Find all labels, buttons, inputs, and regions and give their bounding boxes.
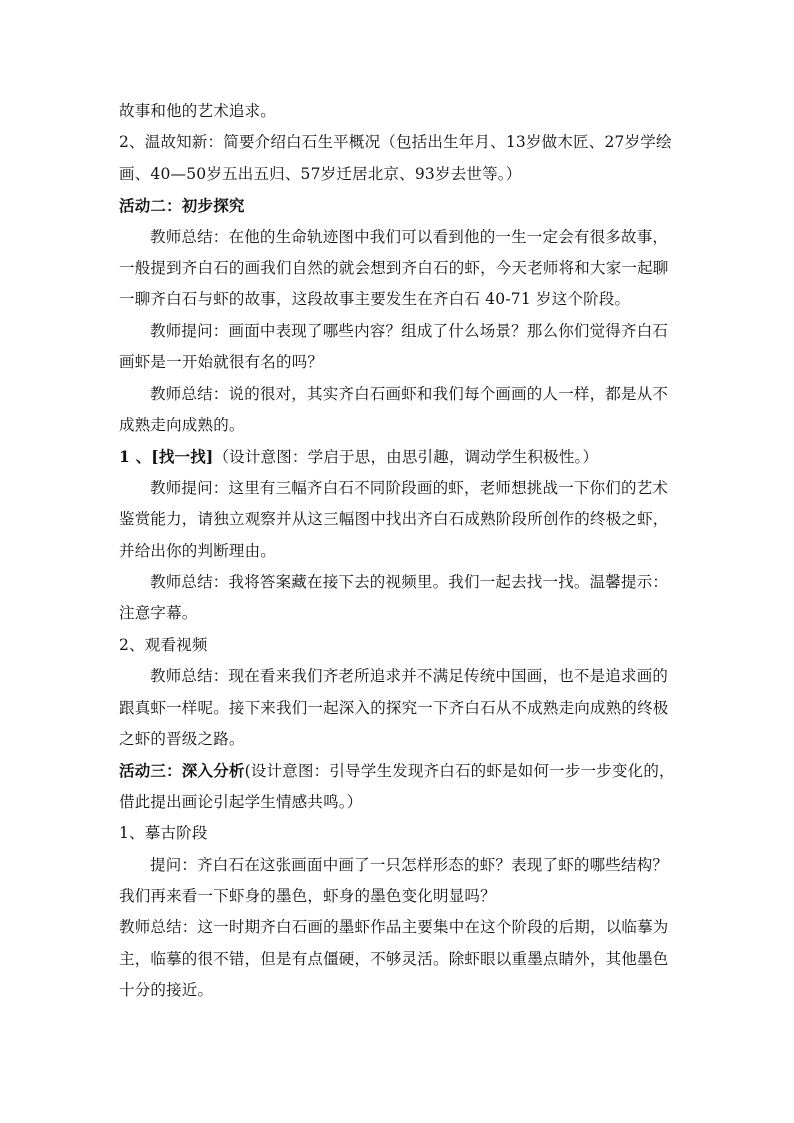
text-segment: 教师总结：现在看来我们齐老所追求并不满足传统中国画，也不是追求画的 [150, 667, 669, 686]
text-segment: 教师总结：这一时期齐白石画的墨虾作品主要集中在这个阶段的后期，以临摹为 [119, 918, 669, 937]
text-segment: 主，临摹的很不错，但是有点僵硬，不够灵活。除虾眼以重墨点睛外，其他墨色 [119, 949, 669, 968]
text-line [119, 912, 669, 943]
text-line [119, 347, 323, 378]
text-segment: 画、40—50岁五出五归、57岁迁居北京、93岁去世等。） [119, 164, 522, 183]
text-segment: 画虾是一开始就很有名的吗？ [119, 353, 324, 372]
text-line [150, 661, 668, 692]
text-line [119, 693, 669, 724]
text-line [119, 944, 669, 975]
text-segment: 教师总结：我将答案藏在接下去的视频里。我们一起去找一找。温馨提示： [150, 573, 669, 591]
text-line [119, 975, 213, 1006]
text-line [119, 96, 276, 127]
text-segment: 故事和他的艺术追求。 [119, 102, 277, 120]
text-segment: 2、观看视频 [119, 635, 208, 654]
text-line [119, 881, 496, 912]
text-line [119, 284, 630, 315]
text-line [150, 850, 668, 881]
text-line [119, 598, 198, 629]
text-segment: 一聊齐白石与虾的故事，这段故事主要发生在齐白石 40-71 岁这个阶段。 [119, 290, 631, 309]
text-line [119, 630, 208, 661]
text-segment: (设计意图：引导学生发现齐白石的虾是如何一步一步变化的， [244, 762, 675, 781]
text-line [119, 724, 245, 755]
text-line [119, 410, 245, 441]
text-line [119, 536, 276, 567]
text-line [119, 127, 672, 158]
text-segment: 我们再来看一下虾身的墨色，虾身的墨色变化明显吗？ [119, 887, 496, 905]
text-line [119, 253, 669, 284]
text-line [119, 441, 598, 472]
text-line [119, 818, 208, 849]
text-segment: 之虾的晋级之路。 [119, 730, 245, 748]
text-segment: 教师提问：这里有三幅齐白石不同阶段画的虾，老师想挑战一下你们的艺术 [150, 478, 669, 497]
text-line [119, 159, 521, 190]
text-segment: 1、摹古阶段 [119, 824, 208, 843]
bold-text: 活动三：深入分析 [119, 761, 245, 781]
text-segment: 2、温故知新：简要介绍白石生平概况（包括出生年月、13岁做木匠、27岁学绘 [119, 133, 672, 152]
text-line [150, 473, 668, 504]
text-line [119, 504, 669, 535]
text-line [150, 222, 668, 253]
text-segment: 借此提出画论引起学生情感共鸣。） [119, 792, 363, 811]
text-segment: 跟真虾一样呢。接下来我们一起深入的探究一下齐白石从不成熟走向成熟的终极 [119, 698, 669, 717]
text-line [119, 755, 675, 786]
text-segment: 教师提问：画面中表现了哪些内容？组成了什么场景？那么你们觉得齐白石 [150, 321, 669, 340]
text-segment: 成熟走向成熟的。 [119, 416, 245, 434]
text-segment: 十分的接近。 [119, 981, 214, 1000]
text-segment: 注意字幕。 [119, 604, 198, 623]
bold-text: 活动二：初步探究 [119, 196, 245, 216]
text-segment: 鉴赏能力，请独立观察并从这三幅图中找出齐白石成熟阶段所创作的终极之虾， [119, 510, 669, 529]
text-segment: 教师总结：在他的生命轨迹图中我们可以看到他的一生一定会有很多故事， [150, 227, 669, 246]
text-line [119, 190, 245, 221]
text-line [150, 379, 668, 410]
text-line [150, 316, 668, 347]
text-segment: 一般提到齐白石的画我们自然的就会想到齐白石的虾，今天老师将和大家一起聊 [119, 259, 669, 277]
text-line [119, 787, 362, 818]
text-line [150, 567, 668, 598]
bold-text: 1 、[找一找] [119, 447, 214, 467]
text-segment: （设计意图：学启于思，由思引趣，调动学生积极性。） [213, 448, 599, 467]
text-segment: 提问：齐白石在这张画面中画了一只怎样形态的虾？表现了虾的哪些结构？ [150, 855, 669, 874]
text-segment: 教师总结：说的很对，其实齐白石画虾和我们每个画画的人一样，都是从不 [150, 384, 669, 403]
text-segment: 并给出你的判断理由。 [119, 541, 277, 560]
